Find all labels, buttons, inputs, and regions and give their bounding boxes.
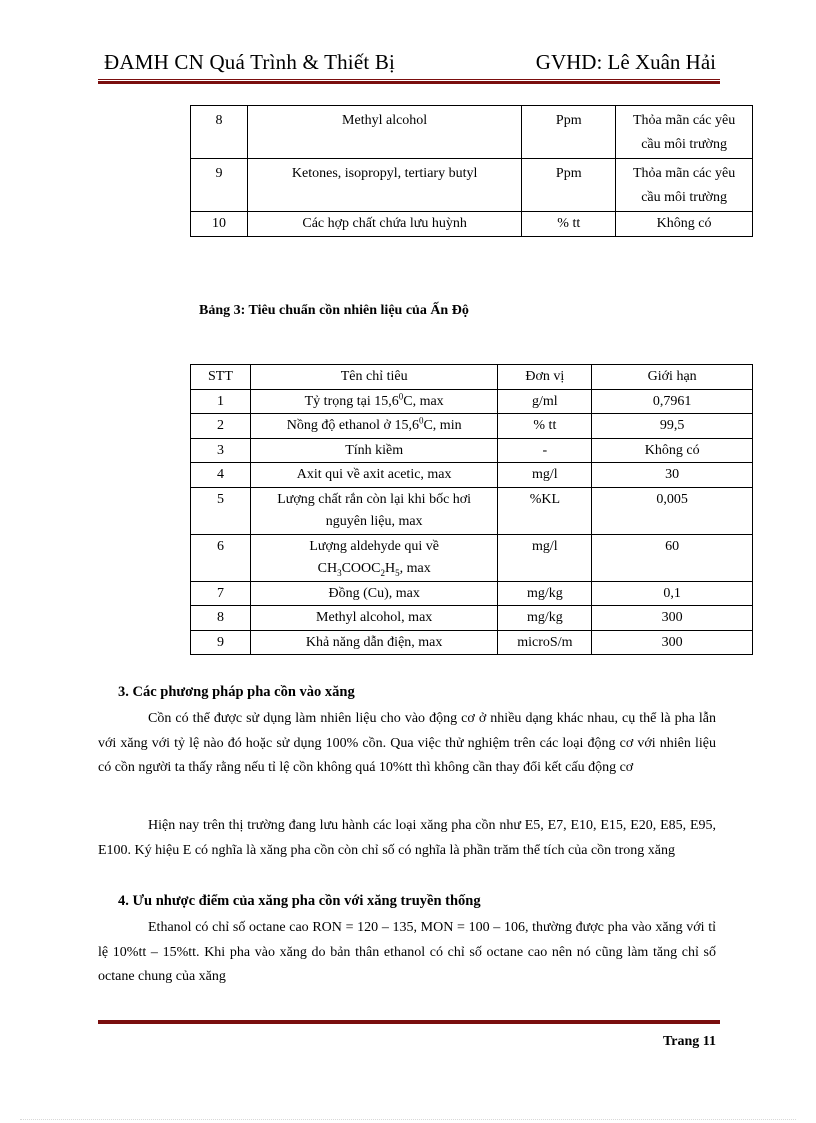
header-unit: Đơn vị [498, 365, 592, 390]
cell-unit: mg/l [498, 534, 592, 581]
section-3-heading: 3. Các phương pháp pha cồn vào xăng [118, 684, 355, 700]
table-row [191, 463, 753, 488]
header-limit: Giới hạn [592, 365, 753, 390]
formula-part: CH [317, 561, 338, 576]
cell-stt: 9 [191, 630, 251, 655]
cell-limit: Thỏa mãn các yêu cầu môi trường [616, 159, 753, 212]
cell-unit: % tt [522, 212, 616, 237]
cell-name-text: C, max [403, 393, 444, 409]
cell-name [250, 414, 498, 439]
header-stt: STT [191, 365, 251, 390]
cell-name-text: Lượng aldehyde qui về [309, 538, 439, 554]
cell-name: Methyl alcohol [247, 106, 521, 159]
table-row [191, 389, 753, 414]
cell-limit: 60 [592, 534, 753, 581]
table-row [191, 414, 753, 439]
cell-limit: 99,5 [592, 414, 753, 439]
cell-unit: mg/l [498, 463, 592, 488]
section-4-heading: 4. Ưu nhược điểm của xăng pha cồn với xăng truyền thống [118, 893, 481, 909]
cell-name: Ketones, isopropyl, tertiary butyl [247, 159, 521, 212]
degree-sup: 0 [418, 415, 424, 426]
cell-unit: mg/kg [498, 606, 592, 631]
cell-limit: 0,7961 [592, 389, 753, 414]
cell-unit: Ppm [522, 106, 616, 159]
cell-name-text: Tỷ trọng tại 15,6 [304, 393, 399, 409]
cell-stt: 3 [191, 438, 251, 463]
cell-stt: 6 [191, 534, 251, 581]
india-fuel-ethanol-standard-table [190, 364, 753, 655]
footer-rule [98, 1019, 720, 1024]
cell-name: Methyl alcohol, max [250, 606, 498, 631]
table-row [191, 534, 753, 581]
formula-sub: 5 [395, 567, 400, 578]
cell-limit: 30 [592, 463, 753, 488]
cell-limit: Không có [616, 212, 753, 237]
cell-stt: 8 [191, 106, 248, 159]
formula-part: COOC [341, 561, 381, 576]
cell-name: Khả năng dẫn điện, max [250, 630, 498, 655]
cell-stt: 2 [191, 414, 251, 439]
table-row [191, 212, 753, 237]
header-course-title: ĐAMH CN Quá Trình & Thiết Bị [104, 50, 396, 74]
formula-part: H [384, 561, 396, 576]
page-header [104, 44, 716, 78]
section-3-paragraph-1: Cồn có thể được sử dụng làm nhiên liệu cho vào động cơ ở nhiều dạng khác nhau, cụ thể là pha lẫn với xăng với tỷ lệ nào đó hoặc sử dụng 100% cồn. Qua việc thử nghiệm trên các loại động cơ với nhiên liệu có cồn người ta thấy rằng nếu tỉ lệ cồn không quá 10%tt thì không cần thay đổi kết cấu động cơ [98, 711, 716, 775]
cell-name [250, 534, 498, 581]
cell-unit: - [498, 438, 592, 463]
cell-stt: 10 [191, 212, 248, 237]
table-row [191, 630, 753, 655]
formula-sub: 2 [380, 567, 385, 578]
cell-name: Lượng chất rắn còn lại khi bốc hơi nguyên liệu, max [250, 487, 498, 534]
cell-limit: Thỏa mãn các yêu cầu môi trường [616, 106, 753, 159]
cell-unit: mg/kg [498, 581, 592, 606]
cell-limit: 300 [592, 606, 753, 631]
formula-sub: 3 [337, 567, 342, 578]
section-3-paragraph-2: Hiện nay trên thị trường đang lưu hành các loại xăng pha cồn như E5, E7, E10, E15, E20, E85, E95, E100. Ký hiệu E có nghĩa là xăng pha cồn còn chỉ số có nghĩa là phần trăm thể tích của cồn trong xăng [98, 818, 716, 858]
cell-stt: 1 [191, 389, 251, 414]
table-row [191, 159, 753, 212]
cell-stt: 8 [191, 606, 251, 631]
cell-name: Tính kiềm [250, 438, 498, 463]
header-supervisor: GVHD: Lê Xuân Hải [535, 50, 716, 74]
cell-limit: Không có [592, 438, 753, 463]
table-row [191, 438, 753, 463]
section-4-paragraph-1: Ethanol có chỉ số octane cao RON = 120 – 135, MON = 100 – 106, thường được pha vào xăng với tỉ lệ 10%tt – 15%tt. Khi pha vào xăng do bản thân ethanol có chỉ số octane cao nên nó cũng làm tăng chỉ số octane chung của xăng [98, 920, 716, 984]
table-row [191, 106, 753, 159]
formula-part: , max [399, 561, 431, 576]
table-continuation [190, 105, 753, 237]
cell-limit: 0,005 [592, 487, 753, 534]
cell-name: Các hợp chất chứa lưu huỳnh [247, 212, 521, 237]
page-number: Trang 11 [662, 1034, 716, 1049]
cell-stt: 5 [191, 487, 251, 534]
cell-unit: microS/m [498, 630, 592, 655]
cell-name-text: C, min [423, 418, 462, 433]
page-bottom-edge [20, 1119, 796, 1120]
table-caption: Bảng 3: Tiêu chuẩn cồn nhiên liệu của Ấn Độ [199, 303, 469, 318]
table-header-row [191, 365, 753, 390]
table-row [191, 606, 753, 631]
table-row [191, 581, 753, 606]
cell-stt: 4 [191, 463, 251, 488]
cell-unit: Ppm [522, 159, 616, 212]
cell-name [250, 389, 498, 414]
cell-name: Axit qui về axit acetic, max [250, 463, 498, 488]
degree-sup: 0 [398, 390, 404, 401]
cell-unit: % tt [498, 414, 592, 439]
cell-unit: %KL [498, 487, 592, 534]
header-name: Tên chỉ tiêu [250, 365, 498, 390]
cell-stt: 7 [191, 581, 251, 606]
cell-unit: g/ml [498, 389, 592, 414]
cell-stt: 9 [191, 159, 248, 212]
cell-limit: 300 [592, 630, 753, 655]
chemical-formula [255, 558, 494, 581]
cell-limit: 0,1 [592, 581, 753, 606]
cell-name: Đồng (Cu), max [250, 581, 498, 606]
table-row [191, 487, 753, 534]
cell-name-text: Nồng độ ethanol ở 15,6 [286, 418, 419, 433]
header-rule [98, 79, 720, 84]
